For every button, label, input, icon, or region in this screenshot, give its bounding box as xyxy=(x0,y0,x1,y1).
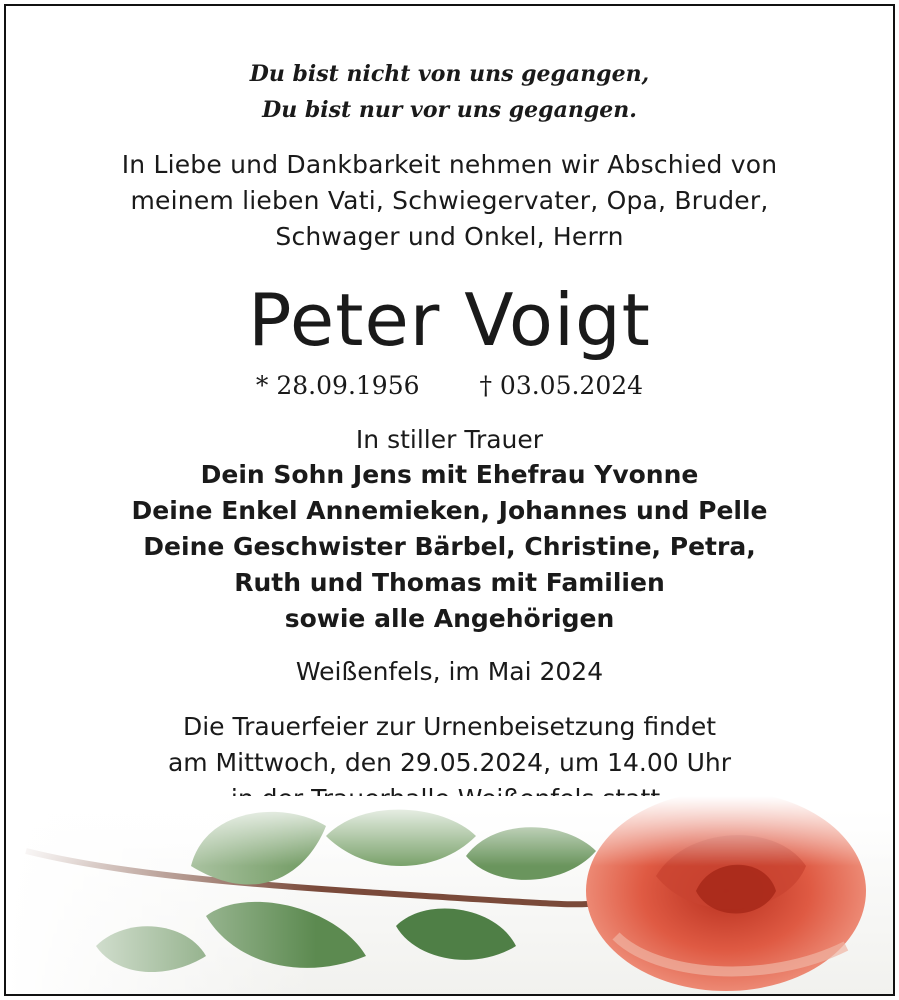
family-line: Dein Sohn Jens mit Ehefrau Yvonne xyxy=(200,460,699,489)
intro-line: Schwager und Onkel, Herrn xyxy=(275,222,624,251)
family-line: Deine Enkel Annemieken, Johannes und Pelle xyxy=(131,496,768,525)
ceremony-line: Die Trauerfeier zur Urnenbeisetzung findet xyxy=(182,712,717,741)
family-line: Deine Geschwister Bärbel, Christine, Petra, xyxy=(143,532,756,561)
rose-image xyxy=(6,796,893,996)
ceremony-line: am Mittwoch, den 29.05.2024, um 14.00 Uhr xyxy=(167,748,732,777)
birth-date: * 28.09.1956 xyxy=(255,371,420,400)
fade-top xyxy=(6,796,893,996)
intro-text xyxy=(6,147,893,255)
obituary-frame xyxy=(4,4,895,996)
intro-line: meinem lieben Vati, Schwiegervater, Opa, Bruder, xyxy=(130,186,769,215)
death-date: † 03.05.2024 xyxy=(479,371,644,400)
motto-line: Du bist nicht von uns gegangen, xyxy=(249,61,650,87)
motto-line: Du bist nur vor uns gegangen. xyxy=(262,97,637,123)
family-list xyxy=(6,457,893,637)
family-line: sowie alle Angehörigen xyxy=(284,604,615,633)
mourning-label: In stiller Trauer xyxy=(355,425,544,454)
deceased-name: Peter Voigt xyxy=(248,278,651,362)
intro-line: In Liebe und Dankbarkeit nehmen wir Abschied von xyxy=(121,150,778,179)
life-dates xyxy=(6,368,893,404)
family-line: Ruth und Thomas mit Familien xyxy=(234,568,665,597)
motto-quote xyxy=(6,56,893,128)
place-date: Weißenfels, im Mai 2024 xyxy=(295,657,604,686)
